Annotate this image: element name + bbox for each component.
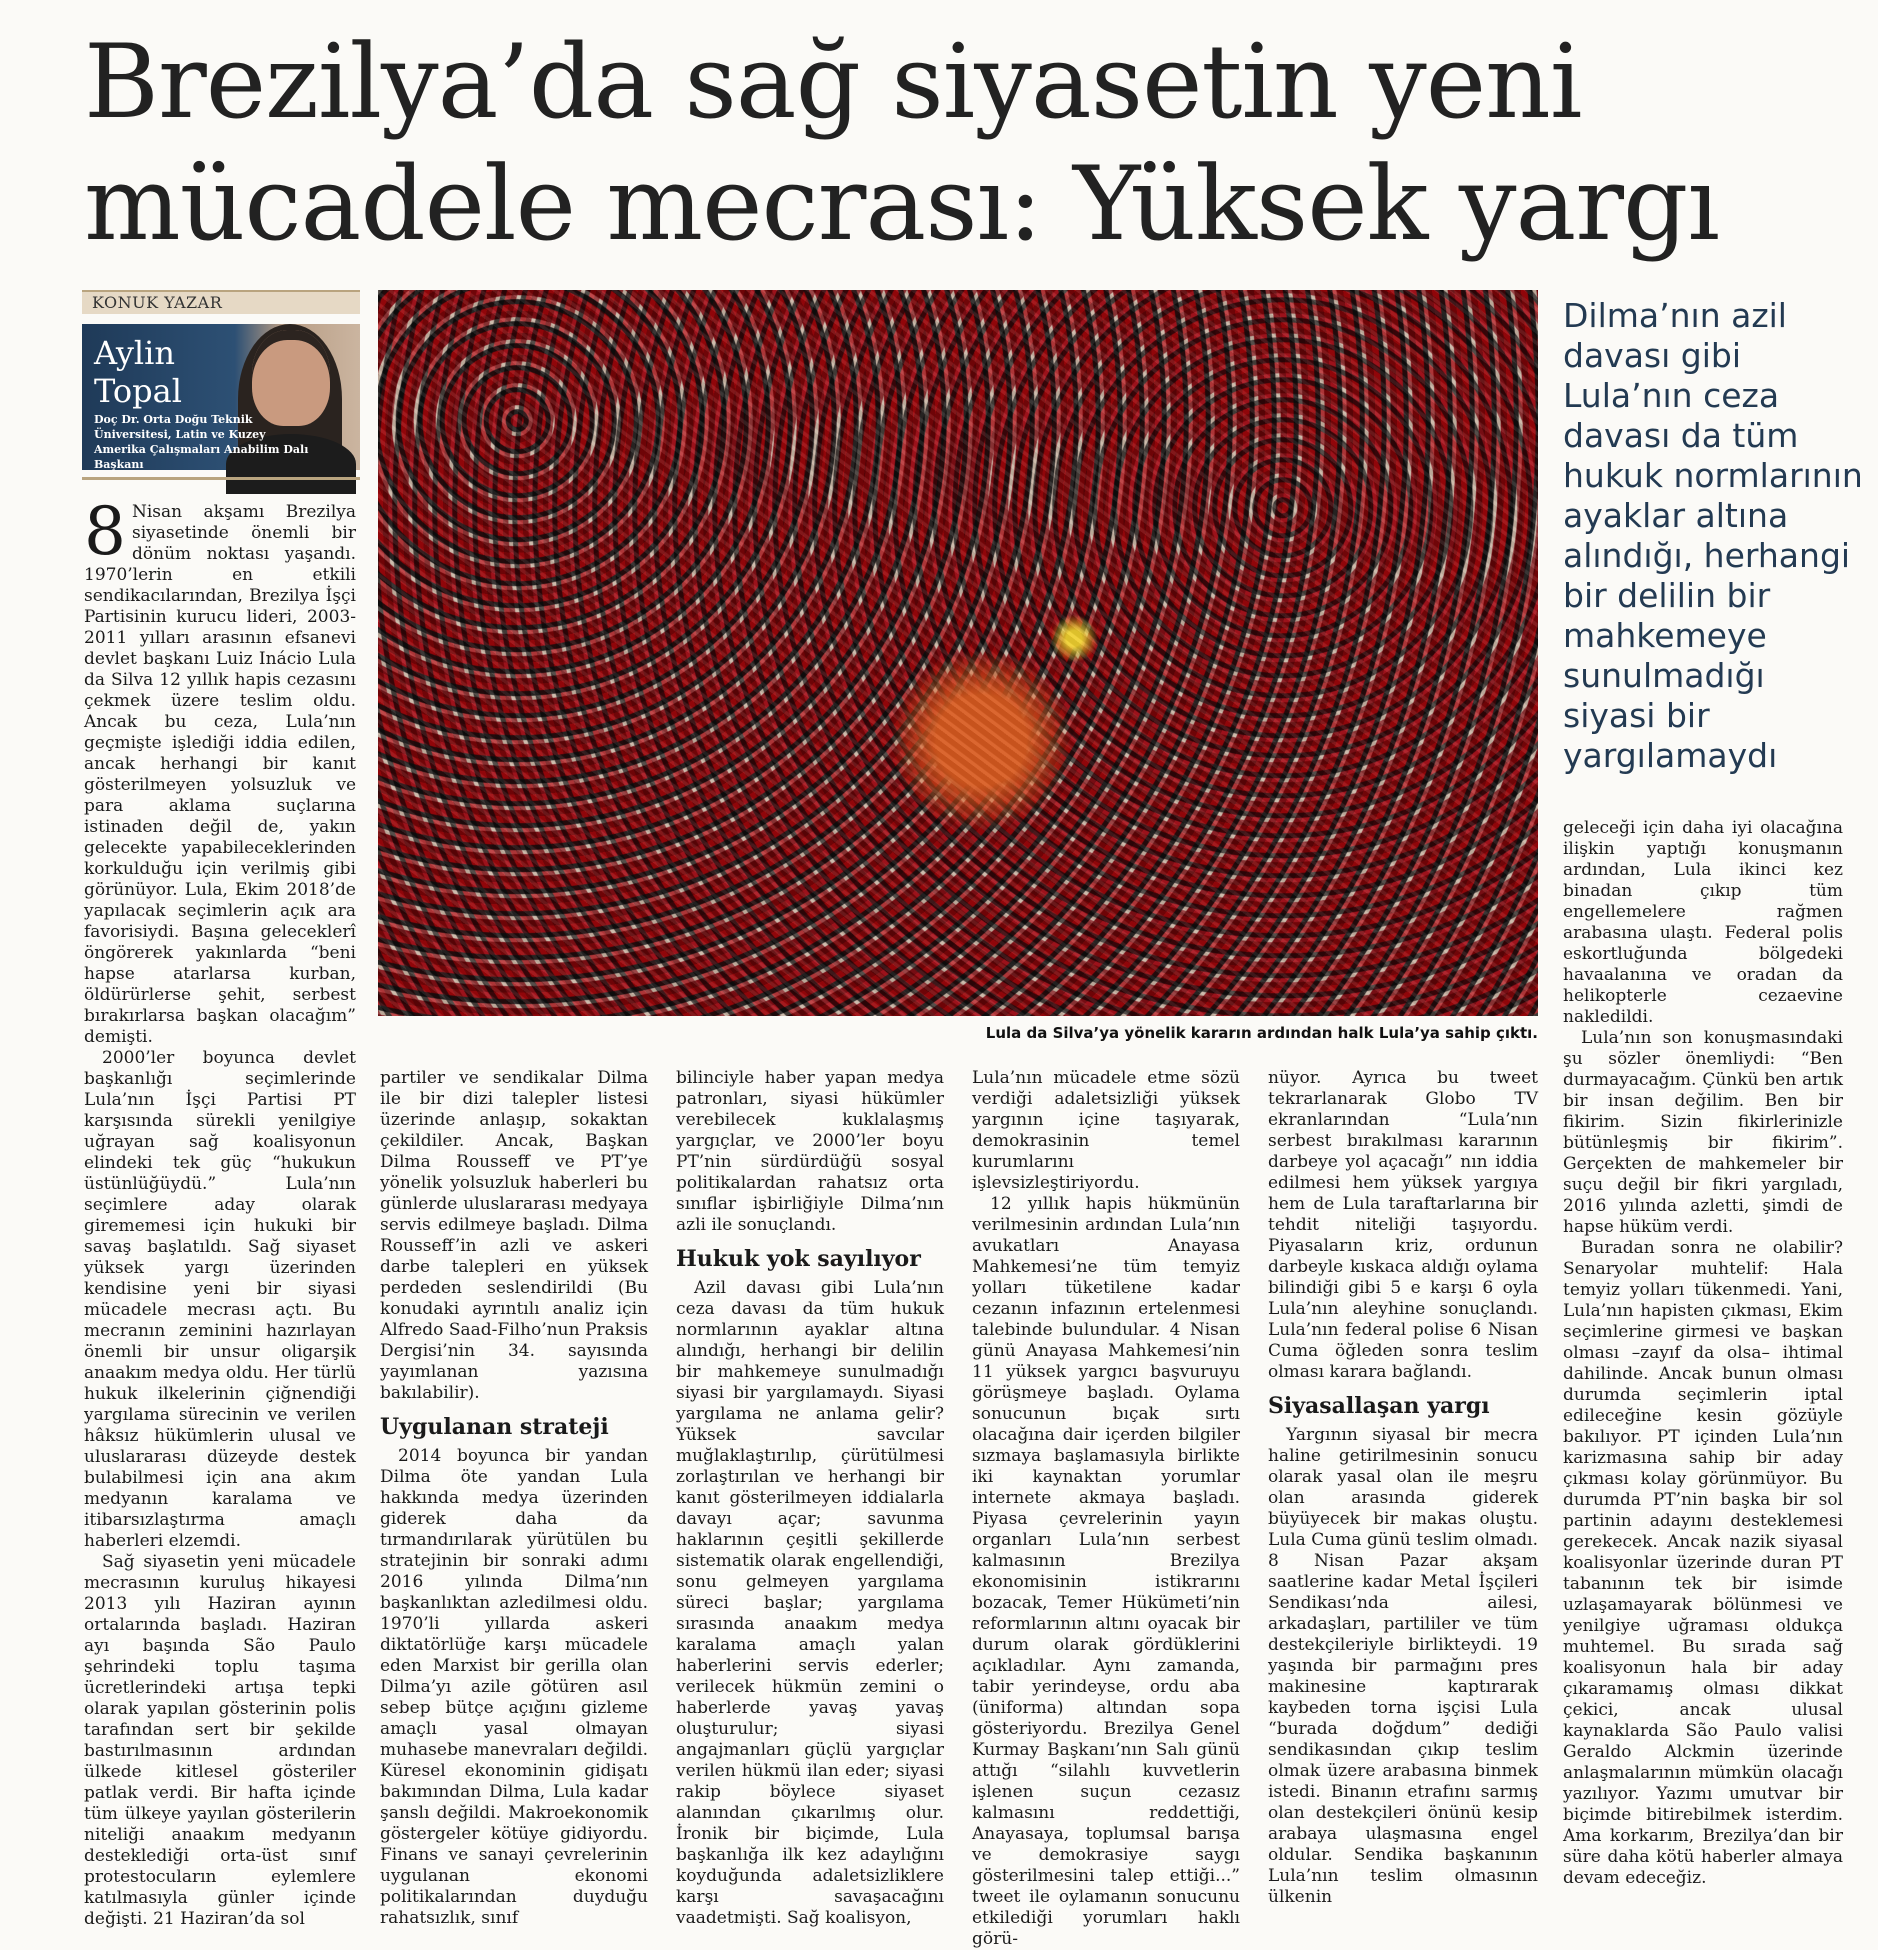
paragraph: geleceği için daha iyi olacağına ilişkin yaptığı konuşmanın ardından, Lula ikinci kez binadan çıkıp tüm engellemelere rağmen arabasına ulaştı. Federal polis eskortluğunda bölgedeki havaalanına ve oradan da helikopterle cezaevine nakledildi. <box>1563 818 1843 1027</box>
author-panel <box>82 324 360 470</box>
paragraph: bilinciyle haber yapan medya patronları, siyasi hükümler verebilecek kuklalaşmış yargıçlar, ve 2000’ler boyu PT’nin sürdürdüğü sosyal politikalardan rahatsız orta sınıflar işbirliğiyle Dilma’nın azli ile sonuçlandı. <box>676 1068 944 1235</box>
paragraph: Azil davası gibi Lula’nın ceza davası da tüm hukuk normlarının ayaklar altına alındığı, herhangi bir delilin bir mahkemeye sunulmadığı siyasi bir yargılamaydı. Siyasi yargılama ne anlama gelir? Yüksek savcılar muğlaklaştırılıp, çürütülmesi zorlaştırılan ve herhangi bir kanıt gösterilmeyen iddialarla davayı açar; savunma haklarının çeşitli şekillerde sistematik olarak engellendiği, sonu gelmeyen yargılama süreci başlar; yargılama sırasında anaakım medya karalama amaçlı yalan haberlerini servis ederler; verilecek hükmün zemini o haberlerde yavaş yavaş oluşturulur; siyasi angajmanları güçlü yargıçlar verilen hükmü ilan eder; siyasi rakip böylece siyaset alanından çıkarılmış olur. İronik bir biçimde, Lula başkanlığa ilk kez adaylığını koyduğunda adaletsizliklere karşı savaşacağını vaadetmişti. Sağ koalisyon, <box>676 1278 944 1928</box>
article-column-5 <box>1268 1068 1538 1907</box>
paragraph: 2000’ler boyunca devlet başkanlığı seçimlerinde Lula’nın İşçi Partisi PT karşısında sürekli yenilgiye uğrayan sağ koalisyonun elindeki tek güç “hukukun üstünlüğüydü.” Lula’nın seçimlere aday olarak girememesi için hukuki bir savaş başlatıldı. Sağ siyaset yüksek yargı üzerinden kendisine yeni bir siyasi mücadele mecrası açtı. Bu mecranın zeminini hazırlayan önemli bir unsur oligarşik anaakım medya oldu. Her türlü hukuk ilkelerinin çiğnendiği yargılama sürecinin ve verilen hâksız hükümlerin ulusal ve uluslararası düzeyde destek bulabilmesi için ana akım medyanın karalama ve itibarsızlaştırma amaçlı haberleri elzemdi. <box>84 1048 356 1551</box>
section-label: KONUK YAZAR <box>82 290 360 314</box>
subheading: Uygulanan strateji <box>380 1414 609 1440</box>
drop-cap: 8 <box>84 493 126 570</box>
article-column-6 <box>1563 818 1843 1894</box>
paragraph: 8 Nisan akşamı Brezilya siyasetinde önemli bir dönüm noktası yaşandı. 1970’lerin en etkili sendikacılarından, Brezilya İşçi Partisinin kurucu lideri, 2003-2011 yılları arasının efsanevi devlet başkanı Luiz Inácio Lula da Silva 12 yıllık hapis cezasını çekmek üzere teslim oldu. Ancak bu ceza, Lula’nın geçmişte işlediği iddia edilen, ancak herhangi bir kanıt gösterilmeyen yolsuzluk ve para aklama suçlarına istinaden değil de, yakın gelecekte yapabileceklerinden korkulduğu için verilmiş gibi görünüyor. Lula, Ekim 2018’de yapılacak seçimlerin açık ara favorisiydi. Başına geleceklerî öngörerek yakınlarda “beni hapse atarlarsa kurban, öldürürlerse şehit, serbest bırakırlarsa başkan olacağım” demişti. <box>84 493 356 1047</box>
paragraph: Yargının siyasal bir mecra haline getirilmesinin sonucu olarak yasal olan ile meşru olan arasında giderek büyüyecek bir makas oluştu. Lula Cuma günü teslim olmadı. 8 Nisan Pazar akşam saatlerine kadar Metal İşçileri Sendikası’nda ailesi, arkadaşları, partililer ve tüm destekçileriyle birlikteydi. 19 yaşında bir parmağını pres makinesine kaptırarak kaybeden torna işçisi Lula “burada doğdum” dediği sendikasından çıkıp teslim olmak üzere arabasına binmek istedi. Binanın etrafını sarmış olan destekçileri önünü kesip arabaya ulaşmasına engel oldular. Sendika başkanının Lula’nın teslim olmasının ülkenin <box>1268 1425 1538 1907</box>
paragraph: Sağ siyasetin yeni mücadele mecrasının kuruluş hikayesi 2013 yılı Haziran ayının ortalarında başladı. Haziran ayı başında São Paulo şehrindeki toplu taşıma ücretlerindeki artışa tepki olarak yapılan gösterinin polis tarafından sert bir şekilde bastırılmasının ardından ülkede kitlesel gösteriler patlak verdi. Bir hafta içinde tüm ülkeye yayılan gösterilerin niteliği anaakım medyanın desteklediği orta-üst sınıf protestocuların eylemlere katılmasıyla günler içinde değişti. 21 Haziran’da sol <box>84 1552 356 1929</box>
paragraph: Buradan sonra ne olabilir? Senaryolar muhtelif: Hala temyiz yolları tükenmedi. Yani, Lula’nın hapisten çıkması, Ekim seçimlerine girmesi ve başkan olması –zayıf da olsa– ihtimal dahilinde. Ancak bunun olması durumda seçimlerin iptal edileceğine kesin gözüyle bakılıyor. PT içinden Lula’nın karizmasına sahip bir aday çıkması kolay görünmüyor. Bu durumda PT’nin başka bir sol partinin adayını desteklemesi gerekecek. Ancak nazik siyasal koalisyonlar üzerinde duran PT tabanının tek bir isimde uzlaşamayarak bölünmesi ve yenilgiye uğraması oldukça muhtemel. Bu sırada sağ koalisyonun hala bir aday çıkaramamış olması dikkat çekici, ancak ulusal kaynaklarda São Paulo valisi Geraldo Alckmin üzerinde anlaşmalarının mümkün olacağı yazılıyor. Yazımı umutvar bir biçimde bitirebilmek isterdim. Ama korkarım, Brezilya’dan bir süre daha kötü haberler almaya devam edeceğiz. <box>1563 1238 1843 1888</box>
article-column-4 <box>972 1068 1240 1949</box>
photo-caption: Lula da Silva’ya yönelik kararın ardından halk Lula’ya sahip çıktı. <box>985 1024 1538 1042</box>
pull-quote: Dilma’nın azil davası gibi Lula’nın ceza davası da tüm hukuk normlarının ayaklar altına alındığı, herhangi bir delilin bir mahkemeye sunulmadığı siyasi bir yargılamaydı <box>1563 296 1863 775</box>
paragraph: nüyor. Ayrıca bu tweet tekrarlanarak Globo TV ekranlarından “Lula’nın serbest bırakılması kararının darbeye yol açacağı” nın iddia edilmesi hem yüksek yargıya hem de Lula taraftarlarına bir tehdit niteliği taşıyordu. Piyasaların kriz, ordunun darbeyle kıskaca aldığı oylama bilindiği gibi 5 e karşı 6 oyla Lula’nın aleyhine sonuçlandı. Lula’nın federal polise 6 Nisan Cuma öğleden sonra teslim olması karara bağlandı. <box>1268 1068 1538 1382</box>
author-byline <box>82 290 360 470</box>
paragraph: 12 yıllık hapis hükmünün verilmesinin ardından Lula’nın avukatları Anayasa Mahkemesi’ne tüm temyiz yolları tüketilene kadar cezanın infazının ertelenmesi talebinde bulundular. 4 Nisan günü Anayasa Mahkemesi’nin 11 yüksek yargıcı başvuruyu görüşmeye başladı. Oylama sonucunun bıçak sırtı olacağına dair içerden bilgiler sızmaya başlamasıyla birlikte iki kaynaktan yorumlar internete akmaya başladı. Piyasa çevrelerinin yayın organları Lula’nın serbest kalmasının Brezilya ekonomisinin istikrarını bozacak, Temer Hükümeti’nin reformlarının altını oyacak bir durum olarak gördüklerini açıkladılar. Aynı zamanda, tabir yerindeyse, ordu aba (üniforma) altından sopa gösteriyordu. Brezilya Genel Kurmay Başkanı’nın Salı günü attığı “silahlı kuvvetlerin işlenen suçun cezasız kalmasını reddettiği, Anayasaya, toplumsal barışa ve demokrasiye saygı gösterilmesini talep ettiği...” tweet ile oylamanın sonucunu etkilediği yorumları haklı görü- <box>972 1194 1240 1949</box>
crowd-photo <box>378 290 1538 1016</box>
subheading: Hukuk yok sayılıyor <box>676 1246 921 1272</box>
author-title: Doç Dr. Orta Doğu Teknik Üniversitesi, Latin ve Kuzey Amerika Çalışmaları Anabilim Dalı Başkanı <box>94 413 309 471</box>
subheading: Siyasallaşan yargı <box>1268 1393 1490 1419</box>
article-column-2 <box>380 1068 648 1928</box>
paragraph: partiler ve sendikalar Dilma ile bir dizi talepler listesi üzerinde anlaşıp, sokaktan çekildiler. Ancak, Başkan Dilma Rousseff ve PT’ye yönelik yolsuzluk haberleri bu günlerde uluslararası medyaya servis edilmeye başladı. Dilma Rousseff’in azli ve askeri darbe talepleri en yüksek perdeden seslendirildi (Bu konudaki ayrıntılı analiz için Alfredo Saad-Filho’nun Praksis Dergisi’nin 34. sayısında yayımlanan yazısına bakılabilir). <box>380 1068 648 1403</box>
article-column-3 <box>676 1068 944 1928</box>
byline-divider <box>82 477 360 480</box>
article-column-1 <box>84 493 356 1929</box>
author-name: Aylin Topal <box>94 334 182 410</box>
article-headline: Brezilya’da sağ siyasetin yeni mücadele mecrası: Yüksek yargı <box>84 23 1719 264</box>
paragraph: Lula’nın son konuşmasındaki şu sözler önemliydi: “Ben durmayacağım. Çünkü ben artık bir insan değilim. Ben bir fikirim. Sizin fikirlerinizle bütünleşmiş bir fikirim”. Gerçekten de mahkemeler bir suçu değil bir fikri yargıladı, 2016 yılında azletti, şimdi de hapse hüküm verdi. <box>1563 1028 1843 1237</box>
paragraph: 2014 boyunca bir yandan Dilma öte yandan Lula hakkında medya üzerinden giderek daha da tırmandırılarak yürütülen bu stratejinin bir sonraki adımı 2016 yılında Dilma’nın başkanlıktan azledilmesi oldu. 1970’li yıllarda askeri diktatörlüğe karşı mücadele eden Marxist bir gerilla olan Dilma’yı azile götüren asıl sebep bütçe açığını gizleme amaçlı yasal olmayan muhasebe manevraları değildi. Küresel ekonominin gidişatı bakımından Dilma, Lula kadar şanslı değildi. Makroekonomik göstergeler kötüye gidiyordu. Finans ve sanayi çevrelerinin uygulanan ekonomi politikalarından duyduğu rahatsızlık, sınıf <box>380 1446 648 1928</box>
paragraph: Lula’nın mücadele etme sözü verdiği adaletsizliği yüksek yargının içine taşıyarak, demokrasinin temel kurumlarını işlevsizleştiriyordu. <box>972 1068 1240 1193</box>
